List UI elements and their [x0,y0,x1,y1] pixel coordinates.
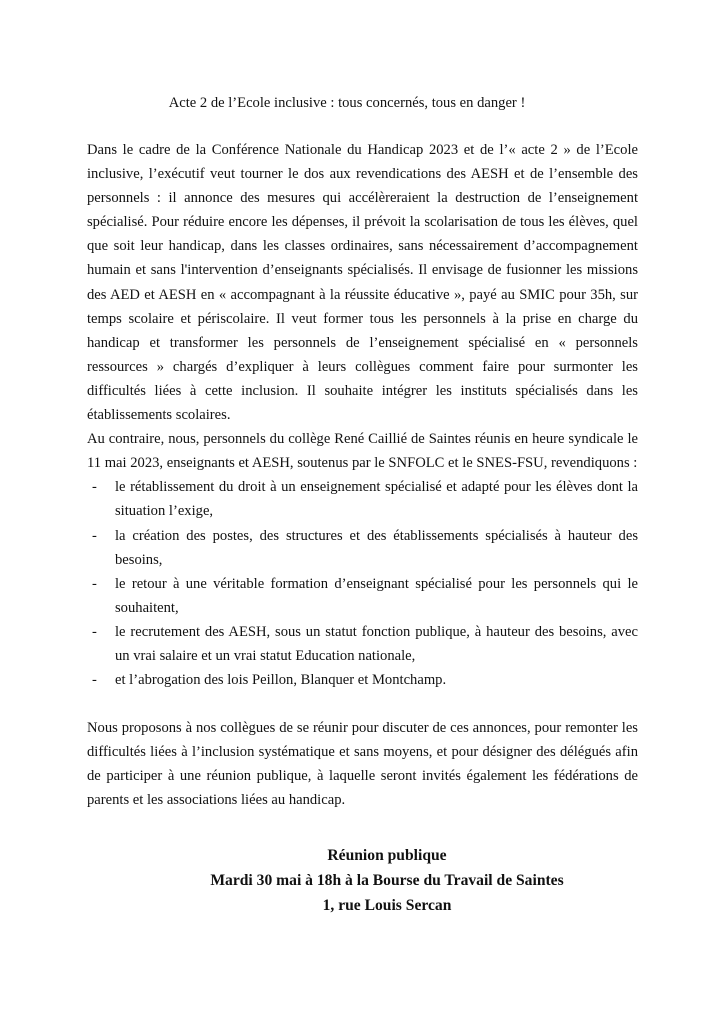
list-item-text: la création des postes, des structures et des établissements spécialisés à hauteur des besoins, [115,527,638,568]
bullet-dash: - [92,479,97,496]
list-item [87,524,638,572]
paragraph-spacer [87,692,638,716]
list-item [87,572,638,620]
bullet-dash: - [92,527,97,544]
proposal-paragraph: Nous proposons à nos collègues de se réunir pour discuter de ces annonces, pour remonter les difficultés liées à l’inclusion systématique et sans moyens, et pour désigner des délégués afin de participer à une réunion publique, à laquelle seront invités également les fédérations de parents et les associations liées au handicap. [87,720,638,809]
demands-list [87,475,638,692]
list-item-text: le rétablissement du droit à un enseignement spécialisé et adapté pour les élèves dont la situation l’exige, [115,479,638,520]
meeting-datetime-place: Mardi 30 mai à 18h à la Bourse du Travail de Saintes [210,872,564,889]
list-item [87,475,638,523]
bullet-dash: - [92,575,97,592]
bullet-dash: - [92,623,97,640]
meeting-address: 1, rue Louis Sercan [322,897,452,914]
meeting-heading: Réunion publique [327,847,447,864]
bullet-dash: - [92,672,97,689]
meeting-announcement [87,843,724,918]
demands-intro-paragraph: Au contraire, nous, personnels du collège René Caillié de Saintes réunis en heure syndicale le 11 mai 2023, enseignants et AESH, soutenus par le SNFOLC et le SNES-FSU, revendiquons : [87,431,638,472]
list-item [87,668,638,692]
list-item-text: et l’abrogation des lois Peillon, Blanquer et Montchamp. [115,672,447,689]
document-title: Acte 2 de l’Ecole inclusive : tous concernés, tous en danger ! [168,95,526,111]
document-body [87,138,638,813]
intro-paragraph: Dans le cadre de la Conférence Nationale du Handicap 2023 et de l’« acte 2 » de l’Ecole inclusive, l’exécutif veut tourner le dos aux revendications des AESH et de l’ensemble des personnels : il annonce des mesures qui accélèreraient la destruction de l’enseignement spécialisé. Pour réduire encore les dépenses, il prévoit la scolarisation de tous les élèves, quel que soit leur handicap, dans les classes ordinaires, sans nécessairement d’accompagnement humain et sans l'intervention d’enseignants spécialisés. Il envisage de fusionner les missions des AED et AESH en « accompagnant à la réussite éducative », payé au SMIC pour 35h, sur temps scolaire et périscolaire. Il veut former tous les personnels à la prise en charge du handicap et transformer les personnels de l’enseignement spécialisé en « personnels ressources » chargés d’expliquer à leurs collègues comment faire pour surmonter les difficultés liées à cette inclusion. Il souhaite intégrer les instituts spécialisés dans les établissements scolaires. [87,142,638,424]
list-item-text: le recrutement des AESH, sous un statut fonction publique, à hauteur des besoins, avec un vrai salaire et un vrai statut Education nationale, [115,623,638,664]
list-item-text: le retour à une véritable formation d’enseignant spécialisé pour les personnels qui le souhaitent, [115,575,638,616]
list-item [87,620,638,668]
